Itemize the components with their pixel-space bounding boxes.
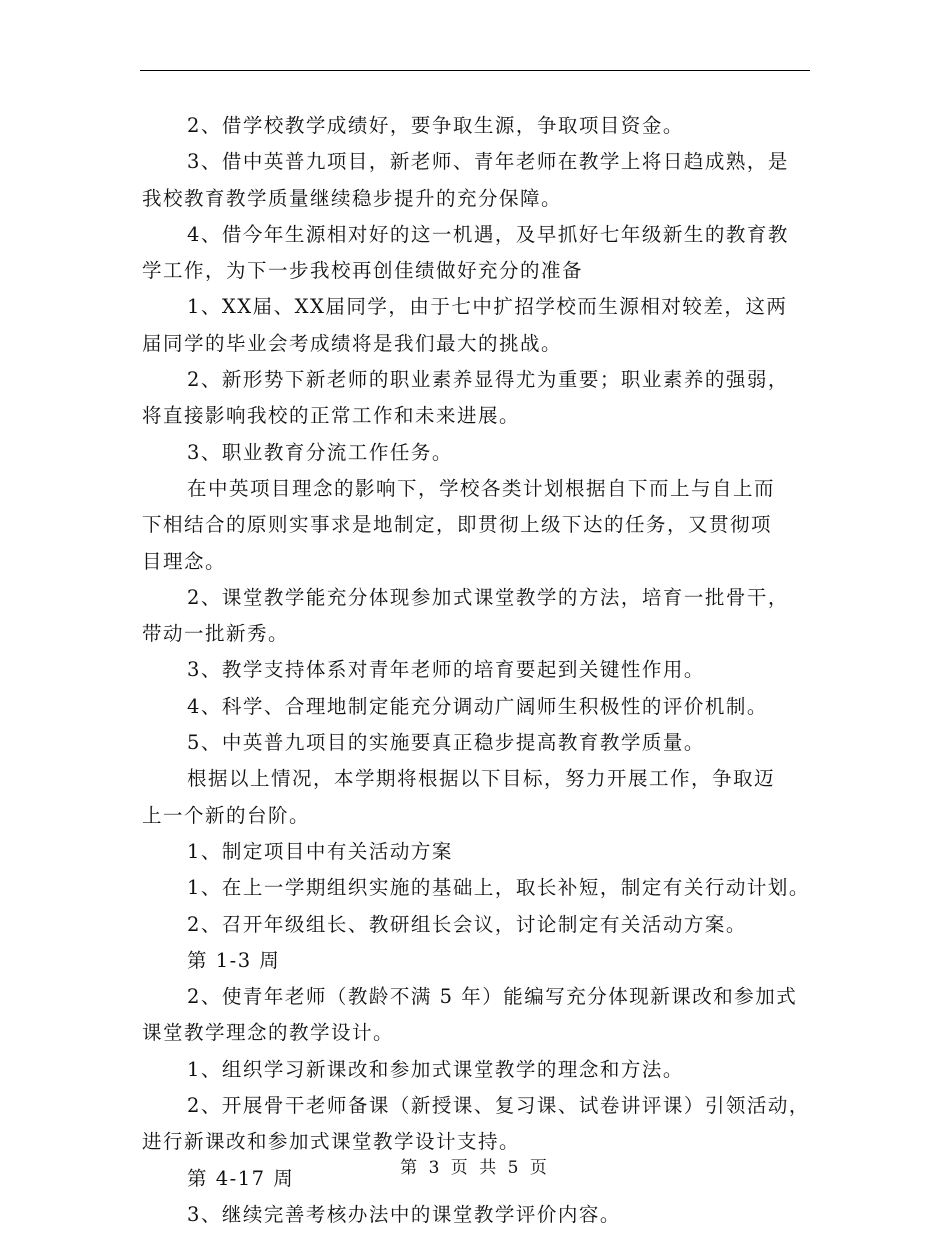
text-line: 2、召开年级组长、教研组长会议，讨论制定有关活动方案。 bbox=[187, 912, 747, 936]
text-line: 目理念。 bbox=[142, 549, 227, 573]
document-body bbox=[142, 108, 832, 1233]
text-line: 3、职业教育分流工作任务。 bbox=[187, 440, 453, 464]
text-line: 在中英项目理念的影响下，学校各类计划根据自下而上与自上而 bbox=[187, 476, 776, 500]
header-rule bbox=[140, 70, 810, 71]
text-line: 带动一批新秀。 bbox=[142, 622, 290, 646]
text-line: 第 4-17 周 bbox=[187, 1166, 295, 1190]
text-line: 1、XX届、XX届同学，由于七中扩招学校而生源相对较差，这两 bbox=[187, 295, 788, 319]
text-line: 4、借今年生源相对好的这一机遇，及早抓好七年级新生的教育教 bbox=[187, 222, 789, 246]
text-line: 1、组织学习新课改和参加式课堂教学的理念和方法。 bbox=[187, 1057, 684, 1081]
text-line: 下相结合的原则实事求是地制定，即贯彻上级下达的任务，又贯彻项 bbox=[142, 513, 773, 537]
text-line: 课堂教学理念的教学设计。 bbox=[142, 1021, 395, 1045]
text-line: 我校教育教学质量继续稳步提升的充分保障。 bbox=[142, 186, 563, 210]
page-number: 第 3 页 共 5 页 bbox=[400, 1158, 550, 1178]
text-line: 届同学的毕业会考成绩将是我们最大的挑战。 bbox=[142, 331, 563, 355]
text-line: 3、继续完善考核办法中的课堂教学评价内容。 bbox=[187, 1202, 621, 1226]
text-line: 上一个新的台阶。 bbox=[142, 803, 311, 827]
text-line: 进行新课改和参加式课堂教学设计支持。 bbox=[142, 1130, 521, 1154]
text-line: 1、制定项目中有关活动方案 bbox=[187, 839, 453, 863]
text-line: 2、开展骨干老师备课（新授课、复习课、试卷讲评课）引领活动， bbox=[187, 1094, 810, 1118]
text-line: 4、科学、合理地制定能充分调动广阔师生积极性的评价机制。 bbox=[187, 694, 768, 718]
text-line: 学工作，为下一步我校再创佳绩做好充分的准备 bbox=[142, 259, 584, 283]
text-line: 第 1-3 周 bbox=[187, 948, 281, 972]
text-line: 5、中英普九项目的实施要真正稳步提高教育教学质量。 bbox=[187, 731, 705, 755]
text-line: 将直接影响我校的正常工作和未来进展。 bbox=[142, 404, 521, 428]
text-line: 1、在上一学期组织实施的基础上，取长补短，制定有关行动计划。 bbox=[187, 876, 810, 900]
text-line: 3、借中英普九项目，新老师、青年老师在教学上将日趋成熟，是 bbox=[187, 150, 789, 174]
text-line: 2、使青年老师（教龄不满 5 年）能编写充分体现新课改和参加式 bbox=[187, 985, 798, 1009]
text-line: 2、新形势下新老师的职业素养显得尤为重要；职业素养的强弱， bbox=[187, 368, 789, 392]
text-line: 2、课堂教学能充分体现参加式课堂教学的方法，培育一批骨干， bbox=[187, 585, 789, 609]
text-line: 2、借学校教学成绩好，要争取生源，争取项目资金。 bbox=[187, 114, 684, 137]
text-line: 3、教学支持体系对青年老师的培育要起到关键性作用。 bbox=[187, 658, 705, 682]
text-line: 根据以上情况，本学期将根据以下目标，努力开展工作，争取迈 bbox=[187, 767, 776, 791]
